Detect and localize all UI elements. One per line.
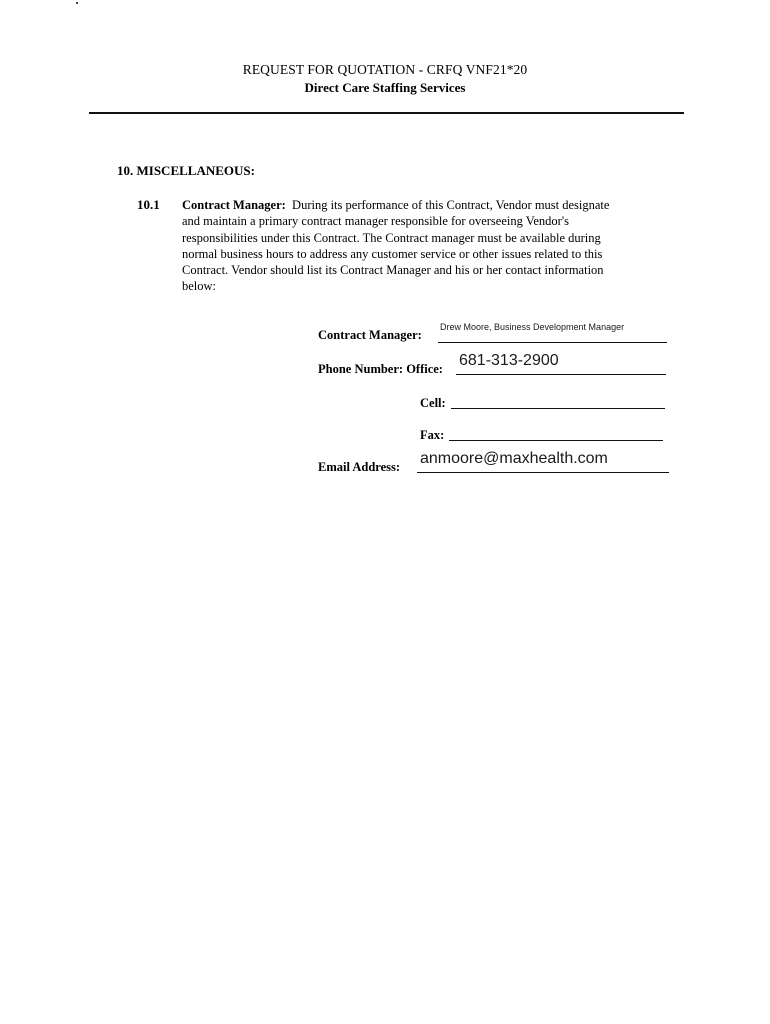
fax-label: Fax: bbox=[420, 428, 445, 442]
item-lead: Contract Manager: bbox=[182, 198, 286, 212]
phone-office-value[interactable]: 681-313-2900 bbox=[459, 352, 559, 369]
contract-manager-label: Contract Manager: bbox=[318, 328, 422, 342]
document-subtitle: Direct Care Staffing Services bbox=[304, 80, 466, 95]
email-label: Email Address: bbox=[318, 460, 401, 474]
paragraph-line-5: Contract. Vendor should list its Contract Manager and his or her contact information bbox=[182, 263, 604, 278]
section-heading: 10. MISCELLANEOUS: bbox=[117, 163, 255, 178]
paragraph-line-4: normal business hours to address any customer service or other issues related to this bbox=[182, 246, 603, 261]
paragraph-line-3: responsibilities under this Contract. The Contract manager must be available during bbox=[182, 230, 601, 245]
header-divider bbox=[89, 112, 684, 114]
paragraph-line-1-text: During its performance of this Contract, Vendor must designate bbox=[292, 198, 610, 212]
contract-manager-line bbox=[438, 342, 667, 343]
email-value[interactable]: anmoore@maxhealth.com bbox=[420, 450, 608, 467]
cell-label: Cell: bbox=[420, 396, 446, 410]
phone-office-label: Phone Number: Office: bbox=[318, 362, 443, 376]
document-title: REQUEST FOR QUOTATION - CRFQ VNF21*20 bbox=[242, 62, 528, 77]
scan-speck bbox=[76, 2, 78, 4]
contract-manager-value[interactable]: Drew Moore, Business Development Manager bbox=[440, 322, 625, 332]
fax-line bbox=[449, 440, 663, 441]
item-paragraph bbox=[182, 197, 672, 295]
item-number: 10.1 bbox=[137, 197, 160, 212]
cell-line bbox=[451, 408, 665, 409]
phone-office-line bbox=[456, 374, 666, 375]
paragraph-line-2: and maintain a primary contract manager responsible for overseeing Vendor's bbox=[182, 214, 569, 229]
email-line bbox=[417, 472, 669, 473]
paragraph-line-6: below: bbox=[182, 279, 217, 294]
paragraph-line-1 bbox=[182, 197, 672, 213]
